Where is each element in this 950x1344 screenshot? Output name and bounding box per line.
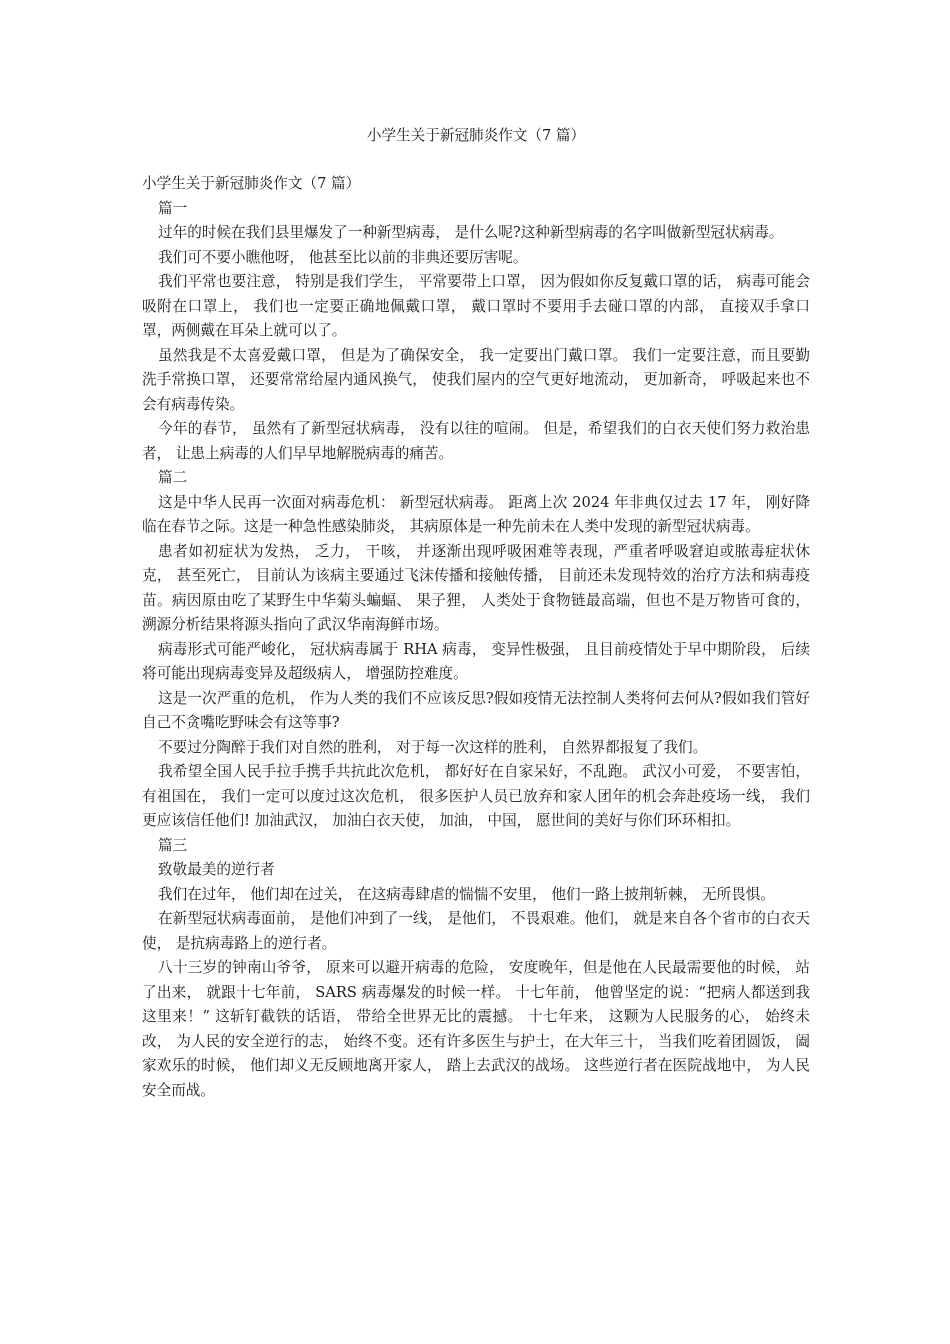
paragraph: 过年的时候在我们县里爆发了一种新型病毒， 是什么呢?这种新型病毒的名字叫做新型冠状病毒。 — [158, 224, 784, 241]
document-title: 小学生关于新冠肺炎作文（7 篇） — [366, 127, 586, 144]
section-heading-1: 篇一 — [158, 199, 188, 217]
paragraph: 病毒形式可能严峻化， 冠状病毒属于 RHA 病毒， 变异性极强， 且目前疫情处于早中期阶段， 后续将可能出现病毒变异及超级病人， 增强防控难度。 — [142, 640, 810, 682]
paragraph: 这是一次严重的危机， 作为人类的我们不应该反思?假如疫情无法控制人类将何去何从?假如我们管好自己不贪嘴吃野味会有这等事? — [142, 689, 810, 731]
paragraph: 不要过分陶醉于我们对自然的胜利， 对于每一次这样的胜利， 自然界都报复了我们。 — [158, 738, 708, 756]
section-heading-3: 篇三 — [158, 836, 188, 854]
paragraph: 我们在过年， 他们却在过关， 在这病毒肆虐的惴惴不安里， 他们一路上披荆斩棘， 无所畏惧。 — [158, 885, 775, 903]
section-heading-2: 篇二 — [158, 469, 188, 486]
paragraph: 患者如初症状为发热， 乏力， 干咳， 并逐渐出现呼吸困难等表现，严重者呼吸窘迫或脓毒症状休克， 甚至死亡， 目前认为该病主要通过飞沫传播和接触传播， 目前还未发现特效的治疗方法和病毒疫苗。病因原由吃了某野生中华菊头蝙蝠、 果子狸， 人类处于食物链最高端，但也不是万物皆可食的， 溯源分析结果将源头指向了武汉华南海鲜市场。 — [142, 542, 810, 633]
paragraph: 我们可不要小瞧他呀， 他甚至比以前的非典还要厉害呢。 — [158, 248, 528, 266]
paragraph: 我们平常也要注意， 特别是我们学生， 平常要带上口罩， 因为假如你反复戴口罩的话， 病毒可能会吸附在口罩上， 我们也一定要正确地佩戴口罩， 戴口罩时不要用手去碰口罩的内部， 直接双手拿口罩，两侧戴在耳朵上就可以了。 — [142, 273, 810, 339]
document-body — [142, 172, 810, 1103]
document-subtitle: 小学生关于新冠肺炎作文（7 篇） — [142, 175, 361, 192]
paragraph: 虽然我是不太喜爱戴口罩， 但是为了确保安全， 我一定要出门戴口罩。 我们一定要注意，而且要勤洗手常换口罩， 还要常常给屋内通风换气， 使我们屋内的空气更好地流动， 更加新奇， 呼吸起来也不会有病毒传染。 — [142, 346, 810, 413]
document-page — [142, 0, 810, 1344]
paragraph: 今年的春节， 虽然有了新型冠状病毒， 没有以往的喧闹。 但是，希望我们的白衣天使们努力救治患者， 让患上病毒的人们早早地解脱病毒的痛苦。 — [142, 420, 810, 462]
paragraph: 这是中华人民再一次面对病毒危机： 新型冠状病毒。 距离上次 2024 年非典仅过去 17 年， 刚好降临在春节之际。这是一种急性感染肺炎， 其病原体是一种先前未在人类中发现的新型冠状病毒。 — [142, 493, 810, 535]
paragraph: 在新型冠状病毒面前， 是他们冲到了一线， 是他们， 不畏艰难。他们， 就是来自各个省市的白衣天使， 是抗病毒路上的逆行者。 — [142, 910, 810, 952]
paragraph: 八十三岁的钟南山爷爷， 原来可以避开病毒的危险， 安度晚年，但是他在人民最需要他的时候， 站了出来， 就跟十七年前， SARS 病毒爆发的时候一样。 十七年前， 他曾坚定的说：“把病人都送到我这里来！” 这斩钉截铁的话语， 带给全世界无比的震撼。 十七年来， 这颗为人民服务的心， 始终未改， 为人民的安全逆行的志， 始终不变。还有许多医生与护士，在大年三十， 当我们吃着团圆饭， 阖家欢乐的时候， 他们却义无反顾地离开家人， 踏上去武汉的战场。 这些逆行者在医院战地中， 为人民安全而战。 — [142, 959, 810, 1099]
essay-title: 致敬最美的逆行者 — [158, 861, 275, 878]
paragraph: 我希望全国人民手拉手携手共抗此次危机， 都好好在自家呆好，不乱跑。 武汉小可爱， 不要害怕， 有祖国在， 我们一定可以度过这次危机， 很多医护人员已放弃和家人团年的机会奔赴疫场一线， 我们更应该信任他们! 加油武汉， 加油白衣天使， 加油， 中国， 愿世间的美好与你们环环相扣。 — [142, 763, 810, 829]
